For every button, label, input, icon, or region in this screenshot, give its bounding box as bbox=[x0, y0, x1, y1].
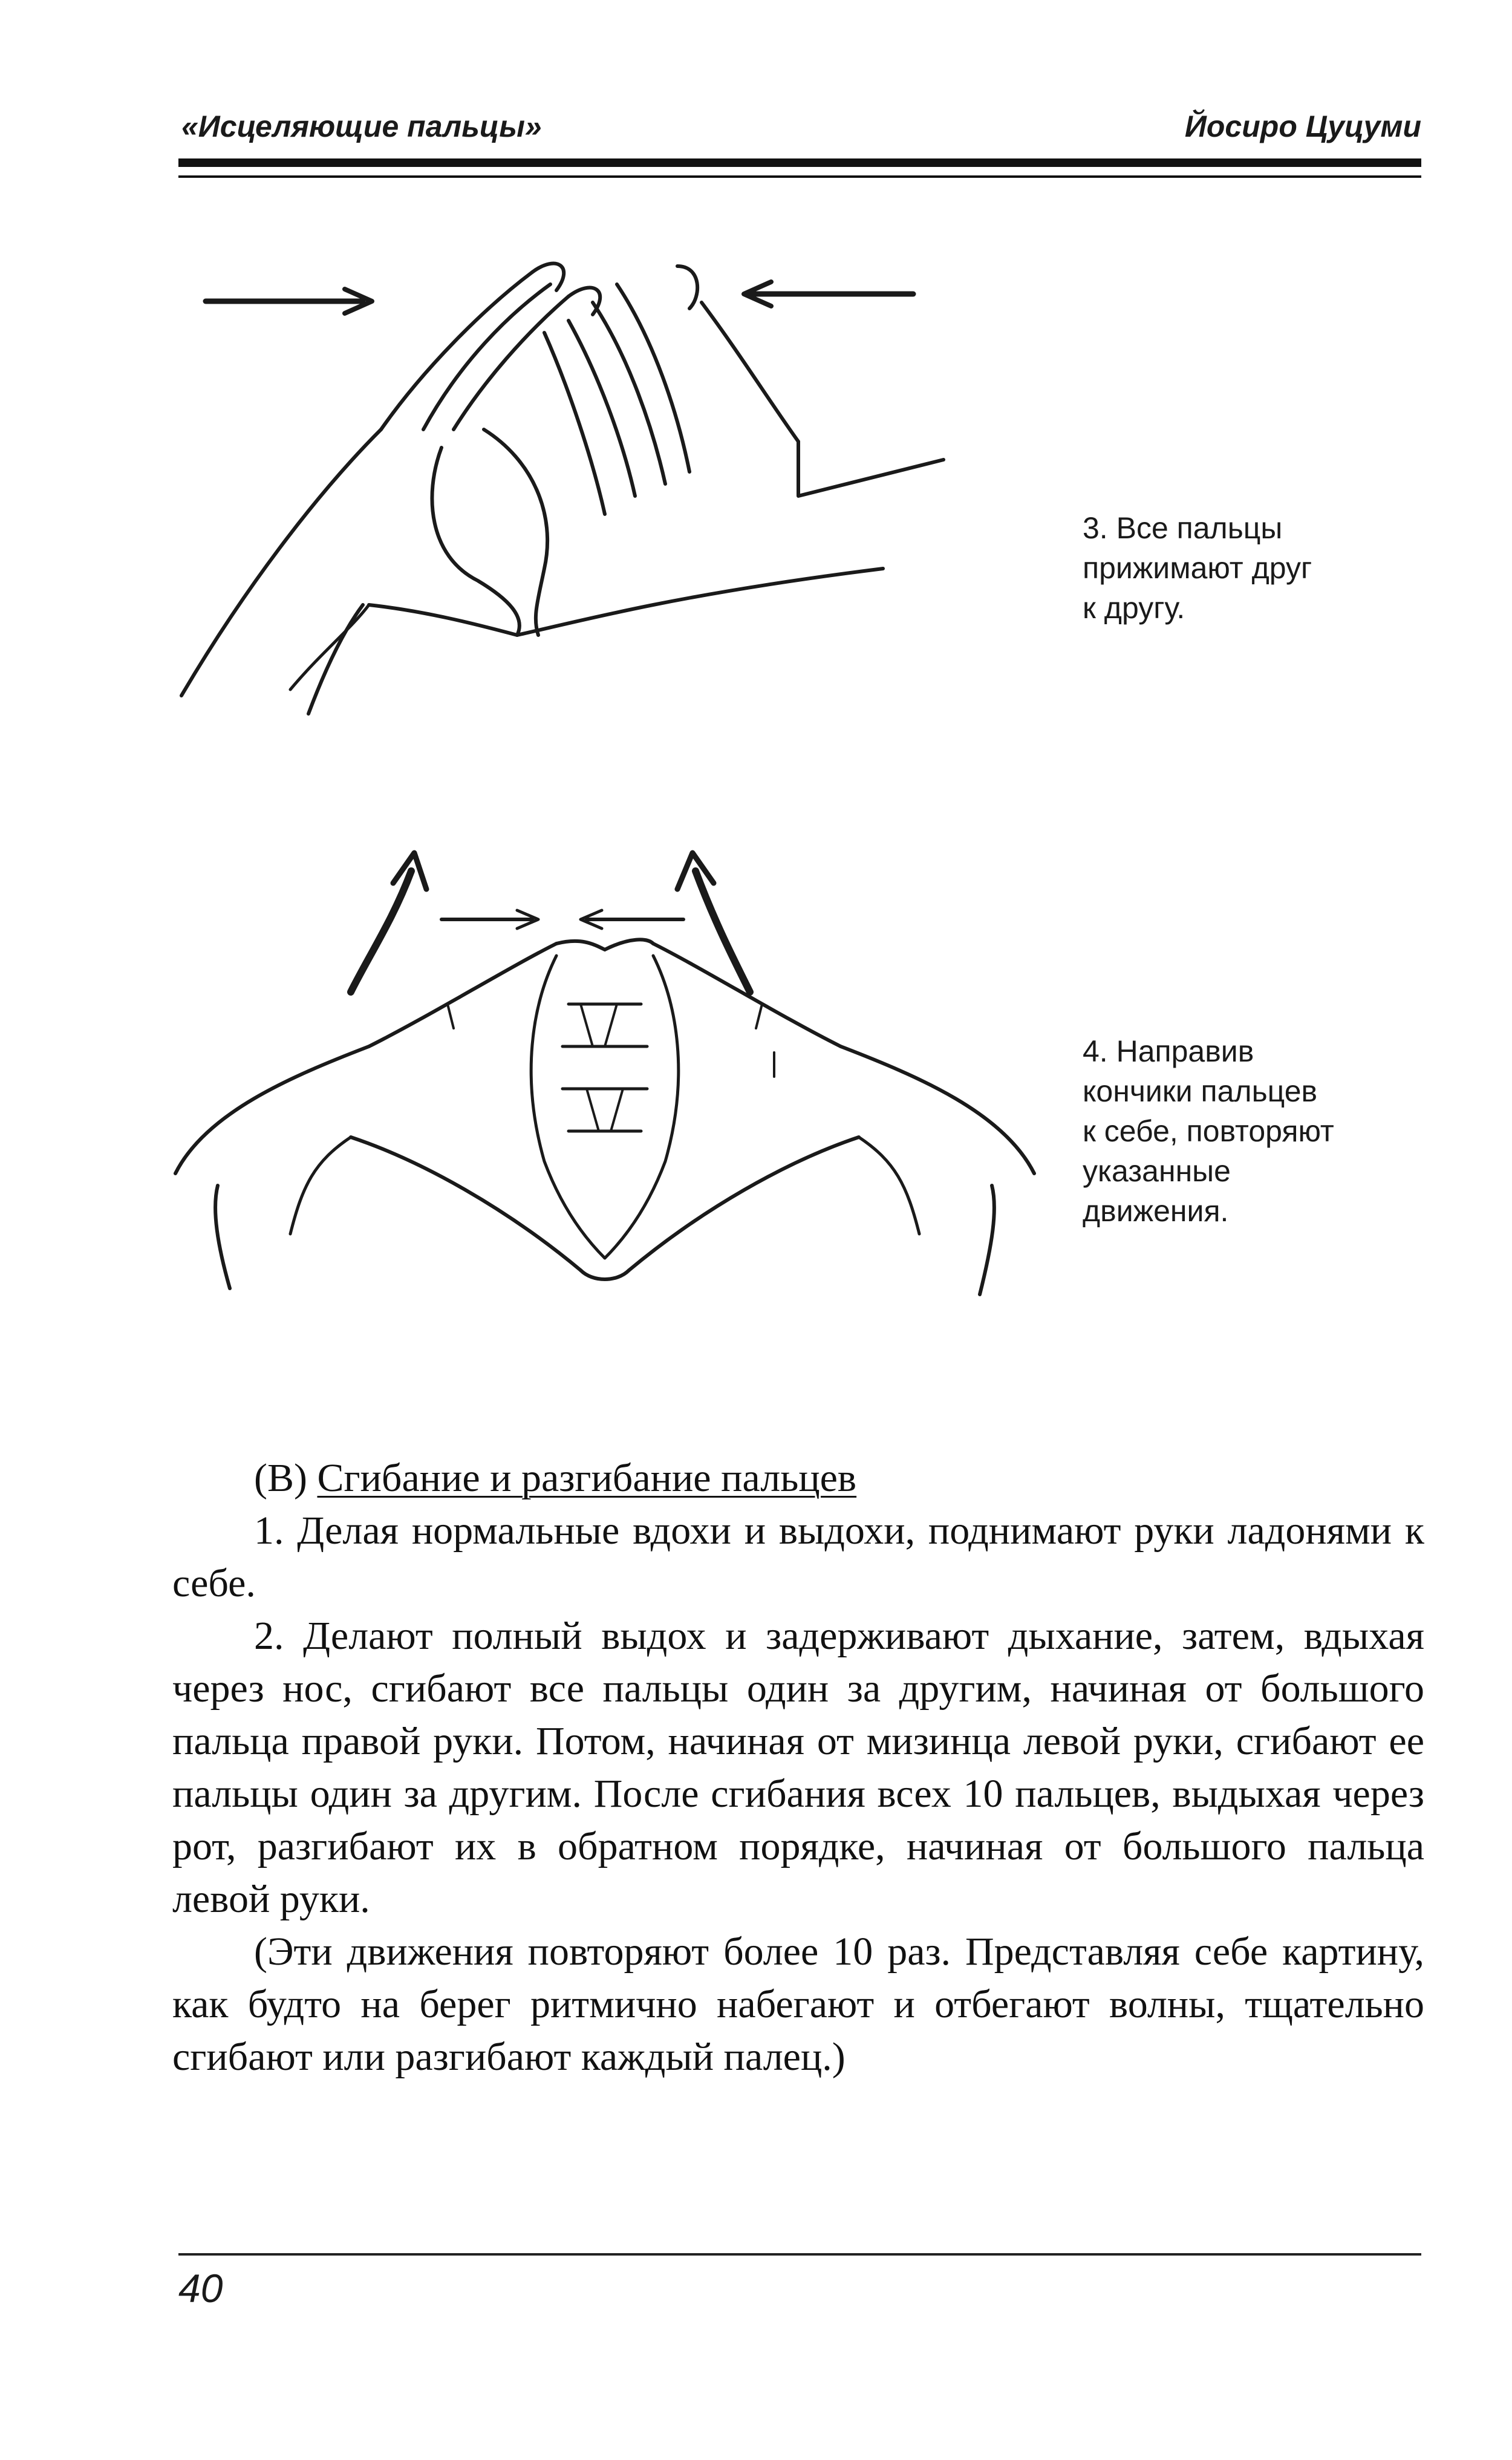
running-head-author: Йосиро Цуцуми bbox=[1184, 109, 1421, 143]
hands-fingertips-toward-self-icon bbox=[169, 847, 1040, 1307]
caption-line: 3. Все пальцы bbox=[1083, 511, 1283, 545]
hands-pressed-fingers-icon bbox=[169, 230, 992, 726]
caption-line: к другу. bbox=[1083, 591, 1185, 625]
footer-rule bbox=[178, 2253, 1421, 2256]
caption-line: движения. bbox=[1083, 1194, 1229, 1228]
paragraph: 1. Делая нормальные вдохи и выдохи, поднимают руки ладонями к себе. bbox=[172, 1509, 1424, 1605]
figure-3-caption bbox=[1083, 508, 1312, 628]
section-heading bbox=[172, 1452, 1424, 1504]
section-prefix: (В) bbox=[254, 1456, 318, 1500]
figure-4-caption bbox=[1083, 1031, 1334, 1231]
header-rule-thick bbox=[178, 158, 1421, 167]
caption-line: кончики пальцев bbox=[1083, 1074, 1318, 1108]
section-title: Сгибание и разгибание пальцев bbox=[317, 1456, 857, 1500]
caption-line: к себе, повторяют bbox=[1083, 1114, 1334, 1148]
section-body bbox=[172, 1452, 1424, 2083]
caption-line: 4. Направив bbox=[1083, 1034, 1254, 1068]
paragraph: 2. Делают полный выдох и задерживают дыхание, затем, вдыхая через нос, сгибают все пальцы один за другим, начиная от большого пальца правой руки. Потом, начиная от мизинца левой руки, сгибают ее пальцы один за другим. После сгибания всех 10 пальцев, выдыхая через рот, разгибают их в обратном порядке, начиная от большого пальца левой руки. bbox=[172, 1614, 1424, 1921]
paragraph: (Эти движения повторяют более 10 раз. Представляя себе картину, как будто на берег ритмично набегают и отбегают волны, тщательно сгибают или разгибают каждый палец.) bbox=[172, 1930, 1424, 2079]
page-number: 40 bbox=[178, 2266, 223, 2311]
caption-line: прижимают друг bbox=[1083, 551, 1312, 585]
running-head-title: «Исцеляющие пальцы» bbox=[181, 109, 542, 143]
caption-line: указанные bbox=[1083, 1154, 1231, 1188]
header-rule-thin bbox=[178, 175, 1421, 178]
